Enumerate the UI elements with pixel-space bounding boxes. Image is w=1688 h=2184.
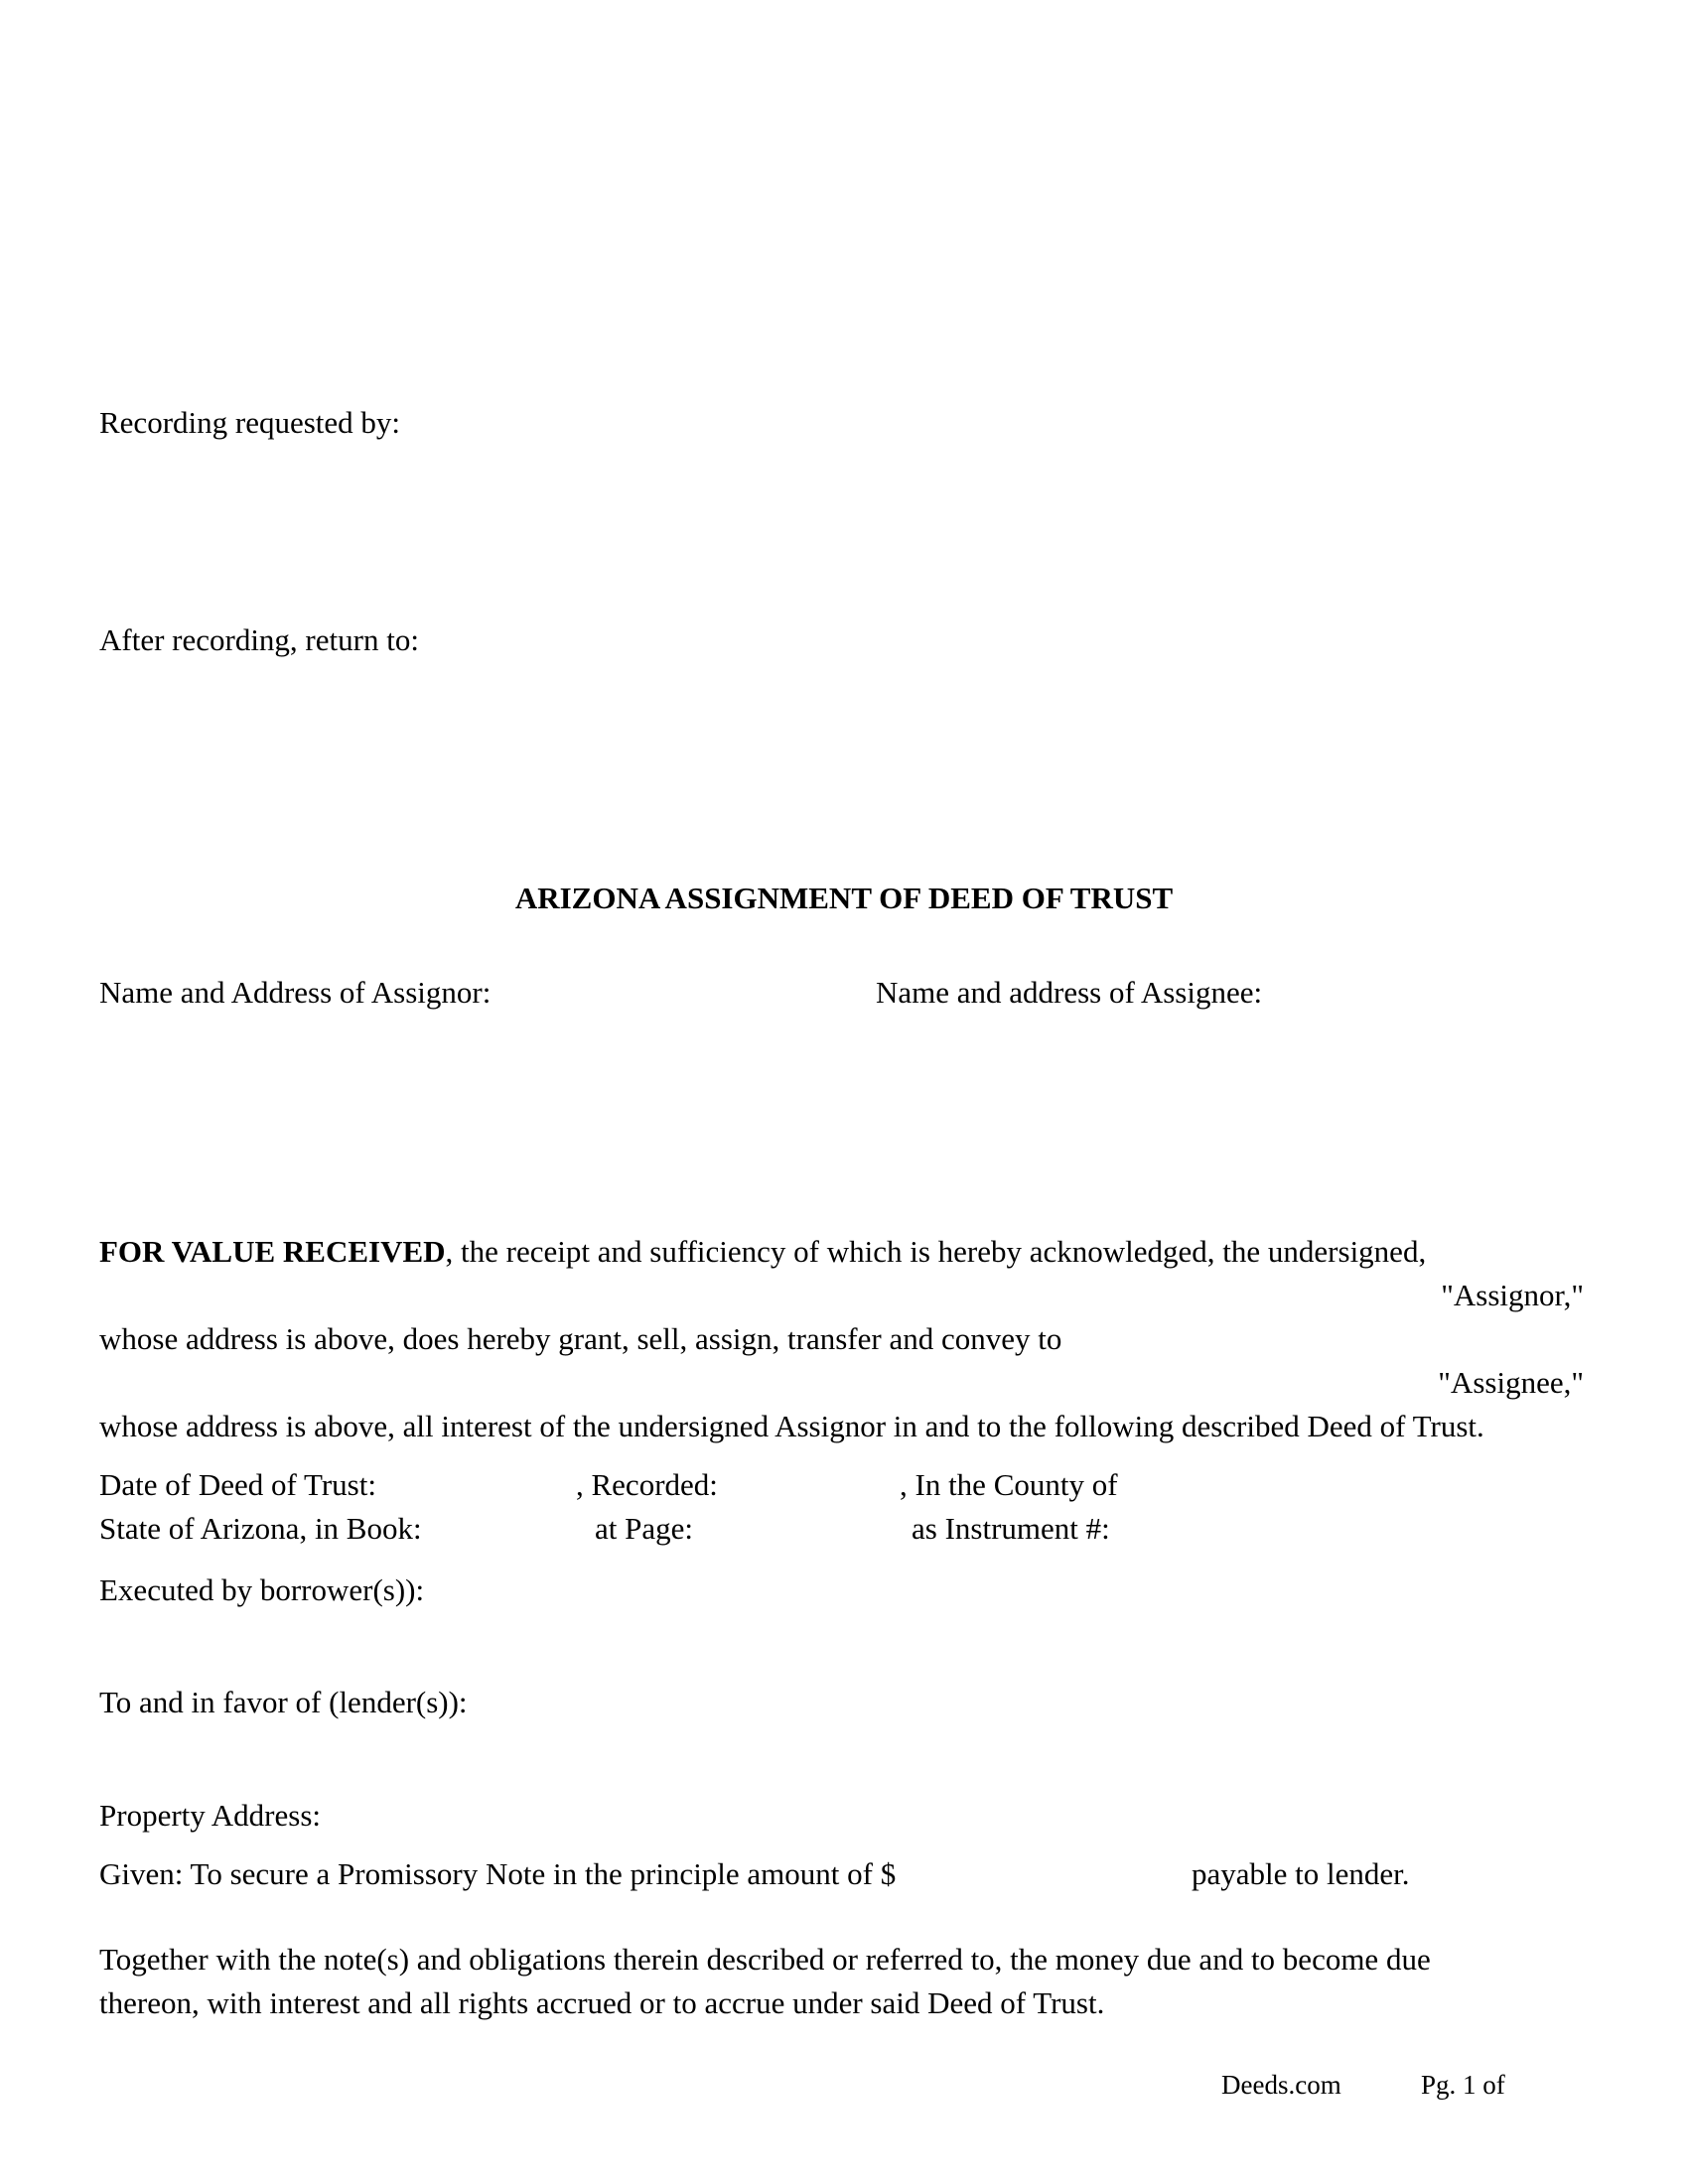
assignee-label: Name and address of Assignee: <box>876 975 1263 1010</box>
together-line-2: thereon, with interest and all rights accrued or to accrue under said Deed of Trust. <box>99 1985 1105 2020</box>
date-of-deed-label: Date of Deed of Trust: <box>99 1467 376 1502</box>
given-suffix: payable to lender. <box>1192 1856 1410 1891</box>
county-of-label: , In the County of <box>900 1467 1118 1502</box>
instrument-label: as Instrument #: <box>912 1511 1110 1546</box>
return-to-label: After recording, return to: <box>99 622 419 657</box>
consideration-bold: FOR VALUE RECEIVED <box>99 1234 446 1269</box>
assignor-label: Name and Address of Assignor: <box>99 975 492 1010</box>
recorded-label: , Recorded: <box>576 1467 718 1502</box>
footer-source: Deeds.com <box>1221 2070 1341 2100</box>
in-favor-of-label: To and in favor of (lender(s)): <box>99 1685 468 1719</box>
property-address-label: Property Address: <box>99 1798 322 1833</box>
footer-page-number: Pg. 1 of <box>1421 2070 1505 2100</box>
document-title: ARIZONA ASSIGNMENT OF DEED OF TRUST <box>514 881 1174 915</box>
at-page-label: at Page: <box>595 1511 693 1546</box>
grant-line: whose address is above, does hereby grant, sell, assign, transfer and convey to <box>99 1321 1062 1356</box>
together-line-1: Together with the note(s) and obligations therein described or referred to, the money due and to become due <box>99 1942 1431 1977</box>
executed-by-label: Executed by borrower(s)): <box>99 1572 425 1607</box>
assignor-term: "Assignor," <box>1441 1278 1584 1312</box>
recording-requested-label: Recording requested by: <box>99 405 401 440</box>
state-book-label: State of Arizona, in Book: <box>99 1511 422 1546</box>
interest-line: whose address is above, all interest of the undersigned Assignor in and to the following described Deed of Trust. <box>99 1409 1484 1443</box>
consideration-rest: , the receipt and sufficiency of which is hereby acknowledged, the undersigned, <box>445 1234 1427 1269</box>
given-prefix: Given: To secure a Promissory Note in the principle amount of $ <box>99 1856 897 1891</box>
assignee-term: "Assignee," <box>1438 1365 1584 1400</box>
consideration-line <box>99 1234 1426 1270</box>
